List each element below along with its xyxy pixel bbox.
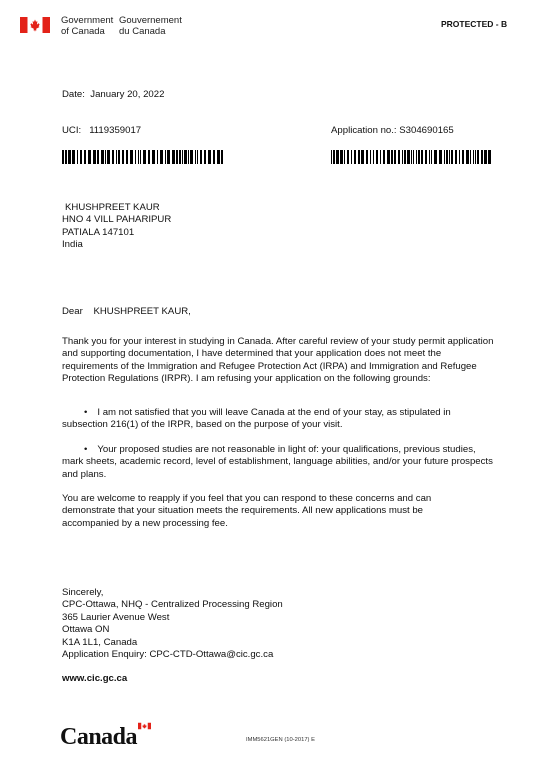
ground-item	[62, 444, 498, 481]
recipient-name: KHUSHPREET KAUR	[65, 202, 160, 213]
bullet-icon: •	[84, 407, 88, 418]
ground-text: Your proposed studies are not reasonable in light of: your qualifications, previous studies, mark sheets, academic record, level of establishment, language abilities, and/or your future prospects and plans.	[62, 444, 493, 480]
office-street: 365 Laurier Avenue West	[62, 611, 170, 623]
salutation-word: Dear	[62, 306, 83, 317]
classification-label: PROTECTED - B	[441, 19, 508, 29]
date-line	[62, 89, 164, 101]
salutation-name: KHUSHPREET KAUR,	[93, 306, 191, 317]
closing: Sincerely,	[62, 587, 104, 598]
date-label: Date:	[62, 89, 85, 100]
application-number-label: Application no.:	[331, 125, 397, 136]
application-barcode	[331, 150, 493, 164]
application-number-line	[331, 125, 454, 137]
office-enquiry: Application Enquiry: CPC-CTD-Ottawa@cic.gc.ca	[62, 649, 274, 661]
canada-wordmark	[60, 722, 155, 752]
barcode-gap	[223, 150, 224, 164]
application-number-value: S304690165	[399, 125, 454, 136]
wordmark-flag-icon	[138, 722, 151, 730]
uci-line	[62, 125, 141, 137]
form-code: IMM5621GEN (10-2017) E	[246, 737, 315, 743]
government-of-canada-fr: Gouvernement du Canada	[119, 15, 182, 37]
government-of-canada-en: Government of Canada	[61, 15, 114, 37]
uci-value: 1119359017	[89, 125, 142, 136]
website-link[interactable]: www.cic.gc.ca	[62, 673, 128, 684]
signature-block	[62, 587, 283, 661]
recipient-address-line2: PATIALA 147101	[62, 226, 135, 238]
canada-flag-icon	[20, 17, 50, 33]
canada-wordmark-text: Canada	[60, 724, 138, 750]
bullet-icon: •	[84, 444, 88, 455]
uci-barcode	[62, 150, 224, 164]
salutation	[62, 306, 191, 318]
ground-item	[62, 407, 498, 432]
recipient-country: India	[62, 239, 83, 251]
ground-text: I am not satisfied that you will leave Canada at the end of your stay, as stipulated in subsection 216(1) of the IRPR, based on the purpose of your visit.	[62, 407, 451, 431]
uci-label: UCI:	[62, 125, 82, 136]
date-value: January 20, 2022	[90, 89, 165, 100]
recipient-address	[62, 202, 171, 252]
barcode-gap	[491, 150, 493, 164]
recipient-address-line1: HNO 4 VILL PAHARIPUR	[62, 214, 172, 226]
intro-paragraph: Thank you for your interest in studying in Canada. After careful review of your study permit application and supporting documentation, I have determined that your application does not meet the requirements of the Immigration and Refugee Protection Act (IRPA) and Immigration and Refugee Protection Regulations (IRPR). I am refusing your application on the following grounds:	[62, 336, 494, 385]
office-name: CPC-Ottawa, NHQ - Centralized Processing Region	[62, 599, 283, 611]
office-postal: K1A 1L1, Canada	[62, 636, 138, 648]
office-city: Ottawa ON	[62, 624, 110, 636]
reapply-paragraph: You are welcome to reapply if you feel that you can respond to these concerns and can demonstrate that your situation meets the requirements. All new applications must be accompanied by a new processing fee.	[62, 493, 432, 529]
